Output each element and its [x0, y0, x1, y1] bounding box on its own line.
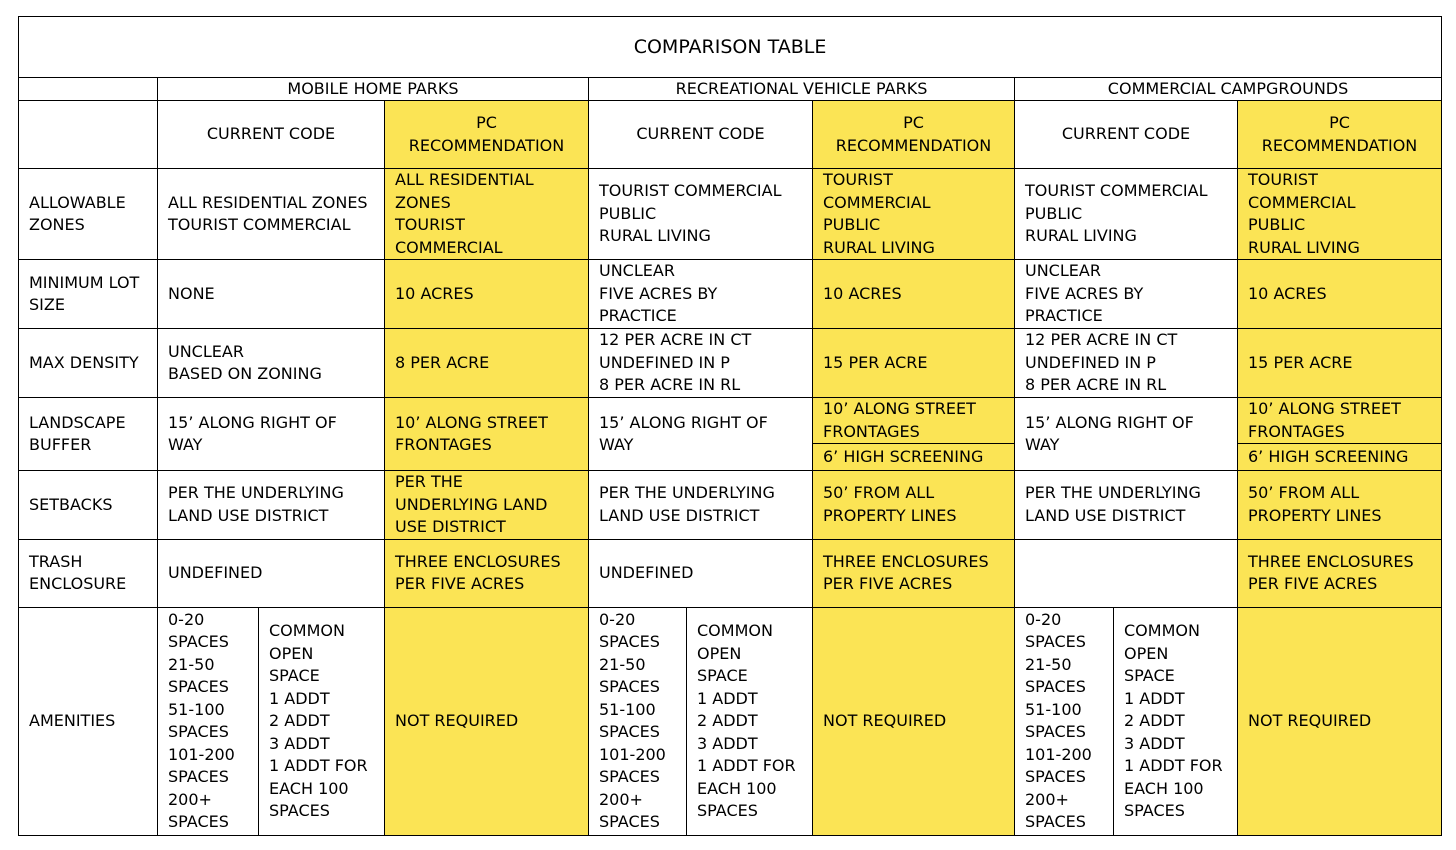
cell-line: OPEN: [269, 643, 314, 663]
cell-line: SPACES: [599, 722, 660, 742]
cell-line: 51-100: [599, 699, 656, 719]
cell-line: WAY: [1025, 435, 1060, 455]
cell-line: EACH 100: [697, 778, 777, 798]
mh-amenities-spaces: [158, 607, 259, 835]
cell-line: PRACTICE: [1025, 306, 1103, 326]
cell-line: RURAL LIVING: [1248, 237, 1360, 257]
cc-pc-recommendation-header: [1238, 101, 1442, 169]
mh-current-density: [158, 329, 385, 398]
cc-current-density: [1015, 329, 1238, 398]
cell-line: BUFFER: [29, 435, 92, 455]
rv-pc-density: [813, 329, 1015, 398]
cell-line: SPACES: [168, 722, 229, 742]
cell-line: SPACES: [599, 677, 660, 697]
cell-line: FRONTAGES: [823, 421, 920, 441]
group-header-rv-parks: RECREATIONAL VEHICLE PARKS: [589, 78, 1015, 101]
cell-line: SPACE: [269, 666, 320, 686]
comparison-table: [18, 16, 1442, 836]
cell-line: 12 PER ACRE IN CT: [599, 330, 752, 350]
cell-line: OPEN: [697, 643, 742, 663]
cell-line: EACH 100: [269, 778, 349, 798]
group-header-commercial-campgrounds: COMMERCIAL CAMPGROUNDS: [1015, 78, 1442, 101]
cell-line: USE DISTRICT: [395, 517, 506, 537]
rv-pc-amenities: [813, 607, 1015, 835]
cell-line: ALL RESIDENTIAL: [395, 170, 534, 190]
rv-current-buffer: [589, 398, 813, 471]
cell-line: WAY: [168, 435, 203, 455]
cell-line: TOURIST COMMERCIAL: [1025, 181, 1208, 201]
cell-line: PUBLIC: [1248, 215, 1306, 235]
cell-line: 15’ ALONG RIGHT OF: [168, 412, 337, 432]
row-label-trash-enclosure: [19, 539, 158, 607]
cc-current-buffer: [1015, 398, 1238, 471]
cc-current-trash: [1015, 539, 1238, 607]
cell-line: 10’ ALONG STREET: [823, 399, 976, 419]
cell-line: COMMERCIAL: [823, 192, 931, 212]
rv-pc-trash: [813, 539, 1015, 607]
cell-line: RURAL LIVING: [599, 226, 711, 246]
cc-pc-zones: [1238, 169, 1442, 260]
cc-pc-setbacks: [1238, 471, 1442, 540]
cell-line: 2 ADDT: [269, 711, 330, 731]
cell-line: 3 ADDT: [697, 733, 758, 753]
mh-current-setbacks: [158, 471, 385, 540]
cell-line: WAY: [599, 435, 634, 455]
blank-label-cell: [19, 101, 158, 169]
cell-line: COMMON: [697, 621, 773, 641]
mh-current-buffer: [158, 398, 385, 471]
cell-line: NOT REQUIRED: [1248, 711, 1372, 731]
cell-line: PER THE UNDERLYING: [599, 483, 775, 503]
cell-line: PER THE UNDERLYING: [1025, 483, 1201, 503]
group-header-mobile-home-parks: MOBILE HOME PARKS: [158, 78, 589, 101]
cell-line: 10’ ALONG STREET: [395, 412, 548, 432]
header-text: CURRENT CODE: [206, 124, 336, 144]
mh-pc-trash: [385, 539, 589, 607]
cell-line: SPACES: [168, 767, 229, 787]
cell-line: 50’ FROM ALL: [823, 483, 935, 503]
cell-line: UNCLEAR: [599, 261, 675, 281]
cell-line: PER FIVE ACRES: [823, 574, 953, 594]
row-label-minimum-lot-size: [19, 260, 158, 329]
cell-line: SETBACKS: [29, 494, 113, 514]
cell-line: 1 ADDT FOR: [269, 756, 368, 776]
mh-current-trash: [158, 539, 385, 607]
cell-line: 8 PER ACRE IN RL: [599, 375, 741, 395]
cell-line: SPACES: [599, 767, 660, 787]
cell-line: PER THE: [395, 472, 463, 492]
cell-line: ALL RESIDENTIAL ZONES: [168, 192, 368, 212]
cell-line: COMMON: [1124, 621, 1200, 641]
rv-pc-lot-size: [813, 260, 1015, 329]
cell-line: SPACES: [1025, 767, 1086, 787]
cell-line: RURAL LIVING: [823, 237, 935, 257]
cell-line: SPACE: [1124, 666, 1175, 686]
cell-line: ALLOWABLE: [29, 192, 126, 212]
cell-line: PROPERTY LINES: [823, 505, 957, 525]
cell-line: 101-200: [1025, 744, 1092, 764]
cell-line: 15 PER ACRE: [1248, 352, 1353, 372]
cc-amenities-spaces: [1015, 607, 1114, 835]
cell-line: 15 PER ACRE: [823, 352, 928, 372]
header-text: PC: [903, 113, 924, 133]
cell-line: 3 ADDT: [269, 733, 330, 753]
cell-line: MAX DENSITY: [29, 352, 139, 372]
cell-line: LAND USE DISTRICT: [168, 505, 329, 525]
cell-line: TOURIST: [395, 215, 465, 235]
cell-line: 6’ HIGH SCREENING: [823, 446, 984, 466]
cc-pc-density: [1238, 329, 1442, 398]
cell-line: UNCLEAR: [168, 341, 244, 361]
cell-line: SPACES: [599, 632, 660, 652]
cell-line: UNDEFINED IN P: [1025, 352, 1156, 372]
cell-line: PUBLIC: [823, 215, 881, 235]
cell-line: SIZE: [29, 295, 65, 315]
header-text: RECOMMENDATION: [408, 135, 565, 155]
cc-pc-buffer-screening: [1238, 444, 1442, 471]
rv-amenities-spaces: [589, 607, 687, 835]
cell-line: SPACES: [1025, 812, 1086, 832]
cell-line: 21-50: [168, 654, 215, 674]
mh-current-zones: [158, 169, 385, 260]
cell-line: SPACES: [697, 801, 758, 821]
mh-pc-buffer: [385, 398, 589, 471]
mh-pc-zones: [385, 169, 589, 260]
cell-line: UNDERLYING LAND: [395, 494, 548, 514]
cc-pc-buffer-street: [1238, 398, 1442, 444]
mh-current-lot-size: [158, 260, 385, 329]
cell-line: 101-200: [168, 744, 235, 764]
cell-line: TOURIST: [823, 170, 893, 190]
cell-line: 3 ADDT: [1124, 733, 1185, 753]
cell-line: AMENITIES: [29, 711, 116, 731]
cell-line: 10 ACRES: [823, 283, 902, 303]
cell-line: PER THE UNDERLYING: [168, 483, 344, 503]
cell-line: BASED ON ZONING: [168, 364, 322, 384]
rv-current-code-header: [589, 101, 813, 169]
cell-line: 10 ACRES: [1248, 283, 1327, 303]
cell-line: 51-100: [1025, 699, 1082, 719]
cell-line: 8 PER ACRE IN RL: [1025, 375, 1167, 395]
row-label-allowable-zones: [19, 169, 158, 260]
rv-current-density: [589, 329, 813, 398]
cell-line: SPACES: [269, 801, 330, 821]
cell-line: FIVE ACRES BY: [1025, 283, 1144, 303]
rv-pc-buffer-screening: [813, 444, 1015, 471]
cell-line: ZONES: [29, 215, 85, 235]
cell-line: 0-20: [599, 609, 636, 629]
cell-line: FRONTAGES: [395, 435, 492, 455]
cell-line: COMMON: [269, 621, 345, 641]
cc-current-zones: [1015, 169, 1238, 260]
cell-line: SPACES: [168, 677, 229, 697]
cell-line: THREE ENCLOSURES: [1248, 551, 1414, 571]
cell-line: ZONES: [395, 192, 451, 212]
cell-line: SPACES: [599, 812, 660, 832]
cell-line: SPACES: [1124, 801, 1185, 821]
cell-line: 8 PER ACRE: [395, 352, 490, 372]
cell-line: UNCLEAR: [1025, 261, 1101, 281]
mh-pc-amenities: [385, 607, 589, 835]
cell-line: 21-50: [599, 654, 646, 674]
cell-line: TOURIST COMMERCIAL: [168, 215, 351, 235]
cell-line: 2 ADDT: [1124, 711, 1185, 731]
cell-line: SPACES: [168, 812, 229, 832]
cell-line: COMMERCIAL: [395, 237, 503, 257]
cell-line: TOURIST: [1248, 170, 1318, 190]
cc-amenities-open-space: [1114, 607, 1238, 835]
rv-current-setbacks: [589, 471, 813, 540]
mh-pc-density: [385, 329, 589, 398]
cc-pc-amenities: [1238, 607, 1442, 835]
cell-line: 1 ADDT: [697, 688, 758, 708]
cell-line: 50’ FROM ALL: [1248, 483, 1360, 503]
rv-pc-setbacks: [813, 471, 1015, 540]
table-title: COMPARISON TABLE: [19, 17, 1442, 78]
cell-line: SPACES: [1025, 632, 1086, 652]
cell-line: NOT REQUIRED: [823, 711, 947, 731]
cell-line: PUBLIC: [1025, 203, 1083, 223]
cell-line: 51-100: [168, 699, 225, 719]
cell-line: EACH 100: [1124, 778, 1204, 798]
rv-current-zones: [589, 169, 813, 260]
cell-line: LAND USE DISTRICT: [599, 505, 760, 525]
row-label-amenities: [19, 607, 158, 835]
cell-line: SPACES: [1025, 722, 1086, 742]
header-text: PC: [476, 113, 497, 133]
rv-amenities-open-space: [687, 607, 813, 835]
cell-line: LANDSCAPE: [29, 412, 126, 432]
header-text: RECOMMENDATION: [1261, 135, 1418, 155]
cell-line: UNDEFINED IN P: [599, 352, 730, 372]
cell-line: 1 ADDT: [269, 688, 330, 708]
cell-line: MINIMUM LOT: [29, 272, 140, 292]
cell-line: 10’ ALONG STREET: [1248, 399, 1401, 419]
header-text: CURRENT CODE: [1061, 124, 1191, 144]
cell-line: 0-20: [1025, 609, 1062, 629]
cell-line: UNDEFINED: [168, 563, 263, 582]
cell-line: 15’ ALONG RIGHT OF: [1025, 412, 1194, 432]
cc-current-lot-size: [1015, 260, 1238, 329]
mh-pc-recommendation-header: [385, 101, 589, 169]
row-label-landscape-buffer: [19, 398, 158, 471]
cell-line: COMMERCIAL: [1248, 192, 1356, 212]
cell-line: 200+: [168, 789, 212, 809]
rv-current-trash: [589, 539, 813, 607]
mh-pc-lot-size: [385, 260, 589, 329]
cell-line: TRASH: [29, 551, 83, 571]
cell-line: 1 ADDT FOR: [697, 756, 796, 776]
cell-line: SPACE: [697, 666, 748, 686]
cc-pc-trash: [1238, 539, 1442, 607]
rv-current-lot-size: [589, 260, 813, 329]
cell-line: 1 ADDT: [1124, 688, 1185, 708]
rv-pc-recommendation-header: [813, 101, 1015, 169]
cell-line: RURAL LIVING: [1025, 226, 1137, 246]
cell-line: PER FIVE ACRES: [395, 574, 525, 594]
cell-line: LAND USE DISTRICT: [1025, 505, 1186, 525]
mh-current-code-header: [158, 101, 385, 169]
cell-line: PRACTICE: [599, 306, 677, 326]
cell-line: SPACES: [168, 632, 229, 652]
cell-line: 0-20: [168, 609, 205, 629]
cell-line: NONE: [168, 283, 215, 303]
cc-current-code-header: [1015, 101, 1238, 169]
header-text: CURRENT CODE: [636, 124, 765, 144]
cell-line: 200+: [599, 789, 643, 809]
rv-pc-buffer-street: [813, 398, 1015, 444]
cell-line: FRONTAGES: [1248, 421, 1345, 441]
row-label-setbacks: [19, 471, 158, 540]
row-label-max-density: [19, 329, 158, 398]
cell-line: 101-200: [599, 744, 666, 764]
blank-corner-cell: [19, 78, 158, 101]
rv-pc-zones: [813, 169, 1015, 260]
cell-line: NOT REQUIRED: [395, 711, 519, 731]
header-text: RECOMMENDATION: [835, 135, 992, 155]
cell-line: 12 PER ACRE IN CT: [1025, 330, 1178, 350]
cell-line: FIVE ACRES BY: [599, 283, 718, 303]
cell-line: ENCLOSURE: [29, 574, 127, 594]
header-text: PC: [1329, 113, 1350, 133]
cell-line: 21-50: [1025, 654, 1072, 674]
cc-pc-lot-size: [1238, 260, 1442, 329]
cell-line: 1 ADDT FOR: [1124, 756, 1223, 776]
mh-amenities-open-space: [259, 607, 385, 835]
cell-line: 15’ ALONG RIGHT OF: [599, 412, 768, 432]
cell-line: 2 ADDT: [697, 711, 758, 731]
cell-line: TOURIST COMMERCIAL: [599, 181, 782, 201]
cell-line: 10 ACRES: [395, 283, 474, 303]
cell-line: 6’ HIGH SCREENING: [1248, 446, 1409, 466]
cell-line: 200+: [1025, 789, 1069, 809]
cell-line: OPEN: [1124, 643, 1169, 663]
cell-line: UNDEFINED: [599, 563, 694, 582]
cc-current-setbacks: [1015, 471, 1238, 540]
cell-line: PUBLIC: [599, 203, 657, 223]
cell-line: THREE ENCLOSURES: [395, 551, 561, 571]
cell-line: PER FIVE ACRES: [1248, 574, 1378, 594]
cell-line: THREE ENCLOSURES: [823, 551, 989, 571]
cell-line: SPACES: [1025, 677, 1086, 697]
cell-line: PROPERTY LINES: [1248, 505, 1382, 525]
mh-pc-setbacks: [385, 471, 589, 540]
